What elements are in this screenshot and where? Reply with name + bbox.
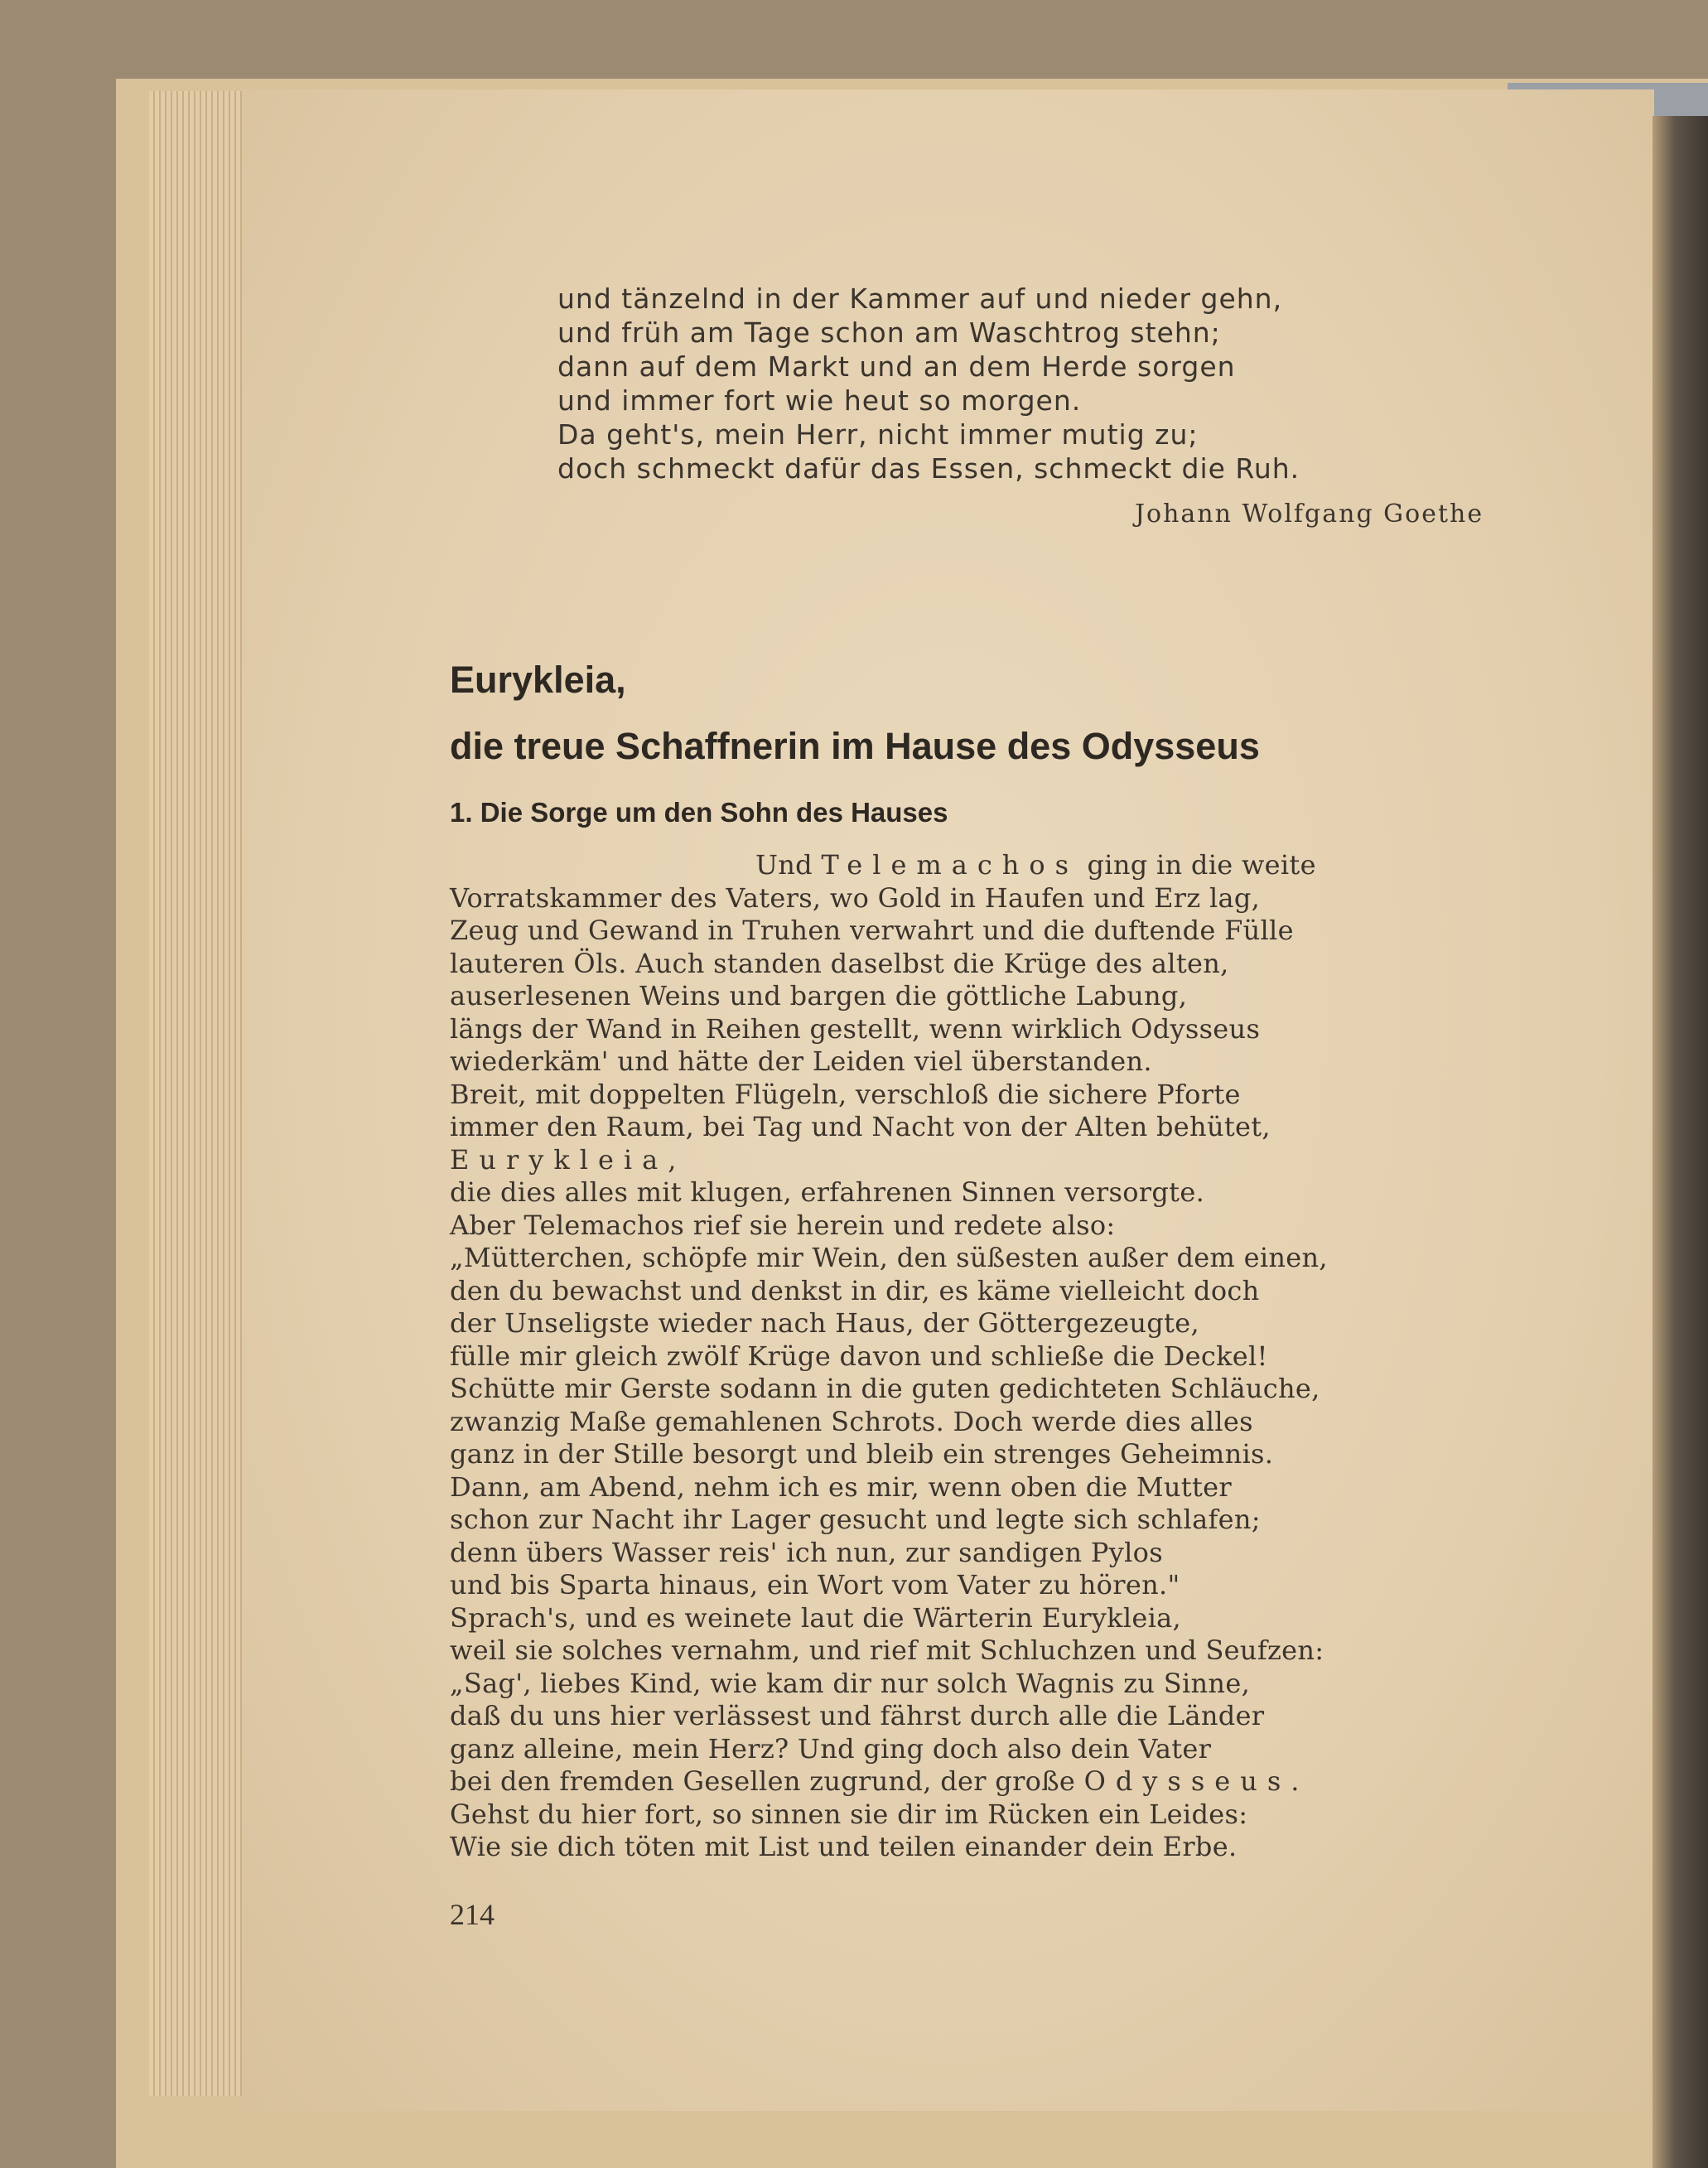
body-line: den du bewachst und denkst in dir, es käme vielleicht doch bbox=[450, 1274, 1260, 1306]
poem-line: und immer fort wie heut so morgen. bbox=[557, 384, 1082, 417]
poem bbox=[557, 282, 1300, 485]
body-line: Dann, am Abend, nehm ich es mir, wenn oben die Mutter bbox=[450, 1470, 1232, 1503]
body-line: Aber Telemachos rief sie herein und redete also: bbox=[450, 1209, 1116, 1241]
body-line: und bis Sparta hinaus, ein Wort vom Vater zu hören." bbox=[450, 1569, 1180, 1601]
body-text bbox=[450, 849, 1328, 1864]
body-line: längs der Wand in Reihen gestellt, wenn wirklich Odysseus bbox=[450, 1012, 1261, 1045]
body-line: der Unseligste wieder nach Haus, der Göttergezeugte, bbox=[450, 1307, 1199, 1339]
body-line: Breit, mit doppelten Flügeln, verschloß die sichere Pforte bbox=[450, 1078, 1241, 1110]
body-line: „Mütterchen, schöpfe mir Wein, den süßesten außer dem einen, bbox=[450, 1242, 1328, 1273]
body-line: die dies alles mit klugen, erfahrenen Sinnen versorgte. bbox=[450, 1176, 1205, 1208]
body-line: Sprach's, und es weinete laut die Wärterin Eurykleia, bbox=[450, 1601, 1182, 1634]
body-line: denn übers Wasser reis' ich nun, zur sandigen Pylos bbox=[450, 1536, 1163, 1568]
body-line: „Sag', liebes Kind, wie kam dir nur solch Wagnis zu Sinne, bbox=[450, 1667, 1251, 1699]
spaced-name: Eurykleia bbox=[450, 1143, 668, 1176]
body-line bbox=[450, 849, 1328, 882]
spaced-name: Telemachos bbox=[821, 849, 1079, 881]
body-line: immer den Raum, bei Tag und Nacht von der Alten behütet, bbox=[450, 1111, 1271, 1142]
poem-line: Da geht's, mein Herr, nicht immer mutig zu; bbox=[557, 418, 1199, 451]
body-line: zwanzig Maße gemahlenen Schrots. Doch werde dies alles bbox=[450, 1405, 1253, 1437]
body-line bbox=[450, 1765, 1328, 1799]
body-line: fülle mir gleich zwölf Krüge davon und schließe die Deckel! bbox=[450, 1340, 1268, 1372]
text: . bbox=[1291, 1765, 1300, 1797]
body-line: Zeug und Gewand in Truhen verwahrt und die duftende Fülle bbox=[450, 915, 1294, 946]
spaced-name: Odysseus bbox=[1083, 1765, 1291, 1797]
page-edges bbox=[149, 91, 244, 2096]
poem-line: dann auf dem Markt und an dem Herde sorgen bbox=[557, 350, 1236, 383]
page-number: 214 bbox=[450, 1898, 495, 1931]
body-line: ganz alleine, mein Herz? Und ging doch also dein Vater bbox=[450, 1732, 1212, 1765]
body-line bbox=[450, 1144, 1328, 1177]
body-line: Gehst du hier fort, so sinnen sie dir im Rücken ein Leides: bbox=[450, 1798, 1248, 1830]
body-line: Wie sie dich töten mit List und teilen einander dein Erbe. bbox=[450, 1831, 1238, 1862]
body-line: lauteren Öls. Auch standen daselbst die Krüge des alten, bbox=[450, 947, 1229, 979]
poem-line: und tänzelnd in der Kammer auf und nieder gehn, bbox=[557, 282, 1283, 315]
section-title: 1. Die Sorge um den Sohn des Hauses bbox=[450, 797, 948, 828]
poem-author: Johann Wolfgang Goethe bbox=[1135, 500, 1484, 529]
text: , bbox=[668, 1143, 677, 1176]
chapter-title: Eurykleia, bbox=[450, 659, 626, 701]
poem-line: und früh am Tage schon am Waschtrog stehn; bbox=[557, 316, 1221, 349]
text: Und bbox=[755, 849, 822, 881]
body-line: wiederkäm' und hätte der Leiden viel überstanden. bbox=[450, 1045, 1152, 1077]
body-line: ganz in der Stille besorgt und bleib ein strenges Geheimnis. bbox=[450, 1438, 1274, 1470]
text: bei den fremden Gesellen zugrund, der große bbox=[450, 1765, 1084, 1797]
body-line: daß du uns hier verlässest und fährst durch alle die Länder bbox=[450, 1700, 1265, 1731]
poem-line: doch schmeckt dafür das Essen, schmeckt die Ruh. bbox=[557, 452, 1300, 485]
text: ging in die weite bbox=[1078, 849, 1316, 881]
body-line: schon zur Nacht ihr Lager gesucht und legte sich schlafen; bbox=[450, 1504, 1261, 1535]
book-gutter bbox=[1653, 116, 1708, 2168]
body-line: weil sie solches vernahm, und rief mit Schluchzen und Seufzen: bbox=[450, 1634, 1324, 1666]
body-line: auserlesenen Weins und bargen die göttliche Labung, bbox=[450, 980, 1188, 1012]
chapter-subtitle: die treue Schaffnerin im Hause des Odysseus bbox=[450, 725, 1260, 767]
body-line: Schütte mir Gerste sodann in die guten gedichteten Schläuche, bbox=[450, 1373, 1320, 1404]
body-line: Vorratskammer des Vaters, wo Gold in Haufen und Erz lag, bbox=[450, 881, 1261, 914]
